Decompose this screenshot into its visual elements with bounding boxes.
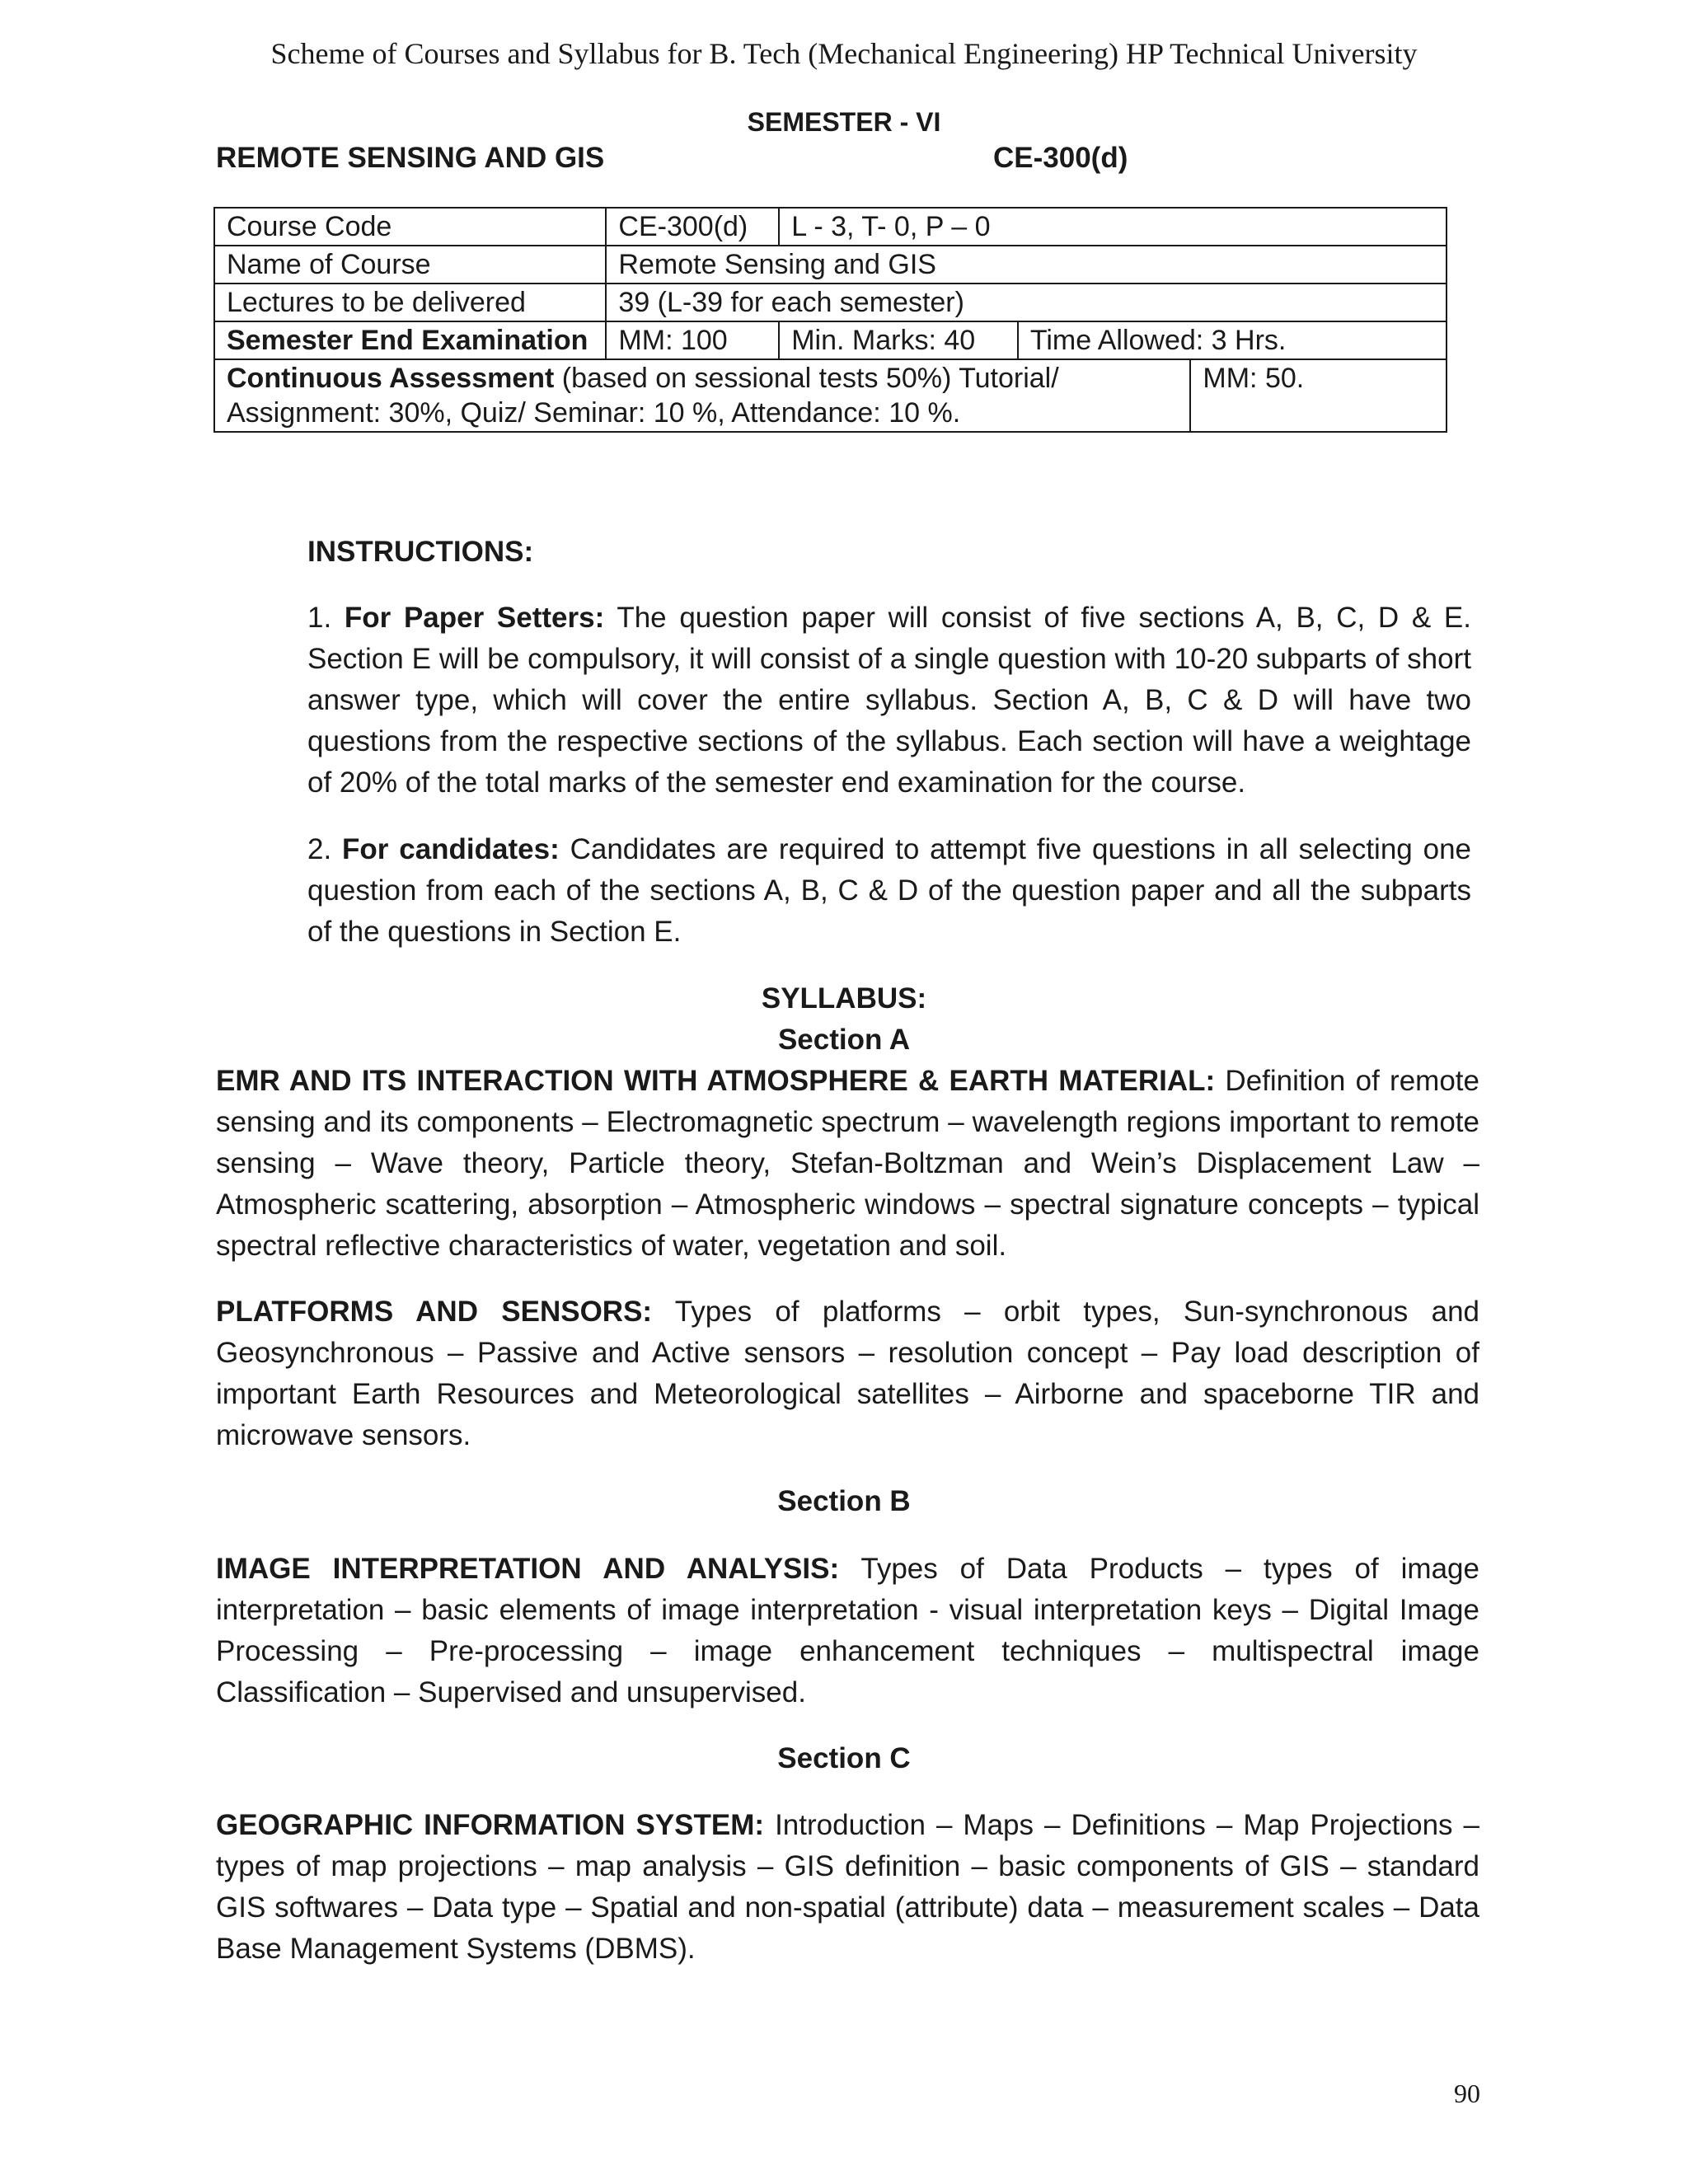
section-c-paragraph bbox=[216, 1805, 1479, 1970]
instruction-1-text: The question paper will consist of five sections A, B, C, D & E. Section E will be compulsory, it will consist of a single question with 10-20 subparts of short answer type, which will cover the entire syllabus. Section A, B, C & D will have two questions from the respective sections of the syllabus. Each section will have a weightage of 20% of the total marks of the semester end examination for the course. bbox=[307, 602, 1471, 799]
section-a-platforms-text: Types of platforms – orbit types, Sun-synchronous and Geosynchronous – Passive and Active sensors – resolution concept – Pay load description of important Earth Resources and Meteorological satellites – Airborne and spaceborne TIR and microwave sensors. bbox=[216, 1296, 1479, 1451]
section-c-title: Section C bbox=[777, 1742, 911, 1774]
section-a-platforms-label: PLATFORMS AND SENSORS: bbox=[216, 1296, 653, 1328]
course-name-value: Remote Sensing and GIS bbox=[606, 246, 1447, 284]
section-a-emr-text: Definition of remote sensing and its components – Electromagnetic spectrum – wavelength regions important to remote sensing – Wave theory, Particle theory, Stefan-Boltzman and Wein’s Displacement Law – Atmospheric scattering, absorption – Atmospheric windows – spectral signature concepts – typical spectral reflective characteristics of water, vegetation and soil. bbox=[216, 1065, 1479, 1262]
lectures-label: Lectures to be delivered bbox=[214, 284, 606, 321]
instruction-2-label: For candidates: bbox=[342, 833, 560, 865]
section-a-emr-paragraph bbox=[216, 1061, 1479, 1267]
course-name-label: Name of Course bbox=[214, 246, 606, 284]
ca-max-marks: MM: 50. bbox=[1190, 359, 1447, 432]
ltp-value: L - 3, T- 0, P – 0 bbox=[779, 208, 1447, 246]
instruction-candidates bbox=[307, 829, 1471, 953]
ca-text: (based on sessional tests 50%) Tutorial/ Assignment: 30%, Quiz/ Seminar: 10 %, Attendance: 10 %. bbox=[227, 363, 1059, 429]
course-info-table bbox=[213, 207, 1447, 433]
course-code-value: CE-300(d) bbox=[606, 208, 779, 246]
section-a-emr-label: EMR AND ITS INTERACTION WITH ATMOSPHERE & EARTH MATERIAL: bbox=[216, 1065, 1216, 1097]
section-a-platforms-paragraph bbox=[216, 1291, 1479, 1456]
section-b-label: IMAGE INTERPRETATION AND ANALYSIS: bbox=[216, 1553, 840, 1585]
section-c-label: GEOGRAPHIC INFORMATION SYSTEM: bbox=[216, 1809, 765, 1841]
instructions-heading: INSTRUCTIONS: bbox=[307, 536, 534, 568]
table-row-continuous-assessment bbox=[214, 359, 1447, 432]
table-row-lectures bbox=[214, 284, 1447, 321]
exam-max-marks: MM: 100 bbox=[606, 321, 779, 359]
instruction-paper-setters bbox=[307, 598, 1471, 804]
table-row-exam bbox=[214, 321, 1447, 359]
syllabus-heading: SYLLABUS: bbox=[761, 982, 927, 1015]
exam-min-marks: Min. Marks: 40 bbox=[779, 321, 1018, 359]
instruction-1-label: For Paper Setters: bbox=[344, 602, 605, 634]
instruction-2-number: 2. bbox=[307, 833, 343, 865]
table-row-course-code bbox=[214, 208, 1447, 246]
section-a-title: Section A bbox=[777, 1024, 911, 1056]
course-code-heading: CE-300(d) bbox=[993, 142, 1128, 174]
running-header: Scheme of Courses and Syllabus for B. Tech (Mechanical Engineering) HP Technical University bbox=[270, 37, 1418, 70]
instruction-1-number: 1. bbox=[307, 602, 345, 634]
semester-heading: SEMESTER - VI bbox=[747, 107, 941, 137]
table-row-course-name bbox=[214, 246, 1447, 284]
ca-cell bbox=[214, 359, 1190, 432]
exam-time: Time Allowed: 3 Hrs. bbox=[1018, 321, 1447, 359]
exam-label: Semester End Examination bbox=[214, 321, 606, 359]
course-title: REMOTE SENSING AND GIS bbox=[216, 142, 605, 174]
instruction-2-text: Candidates are required to attempt five questions in all selecting one question from each of the sections A, B, C & D of the question paper and all the subparts of the questions in Section E. bbox=[307, 833, 1471, 948]
section-b-text: Types of Data Products – types of image interpretation – basic elements of image interpretation - visual interpretation keys – Digital Image Processing – Pre-processing – image enhancement techniques – multispectral image Classification – Supervised and unsupervised. bbox=[216, 1553, 1479, 1708]
page-number: 90 bbox=[1454, 2079, 1480, 2108]
course-code-label: Course Code bbox=[214, 208, 606, 246]
ca-label: Continuous Assessment bbox=[227, 363, 555, 394]
section-b-title: Section B bbox=[777, 1485, 911, 1517]
lectures-value: 39 (L-39 for each semester) bbox=[606, 284, 1447, 321]
section-c-text: Introduction – Maps – Definitions – Map Projections – types of map projections – map analysis – GIS definition – basic components of GIS – standard GIS softwares – Data type – Spatial and non-spatial (attribute) data – measurement scales – Data Base Management Systems (DBMS). bbox=[216, 1809, 1480, 1965]
section-b-paragraph bbox=[216, 1549, 1479, 1713]
